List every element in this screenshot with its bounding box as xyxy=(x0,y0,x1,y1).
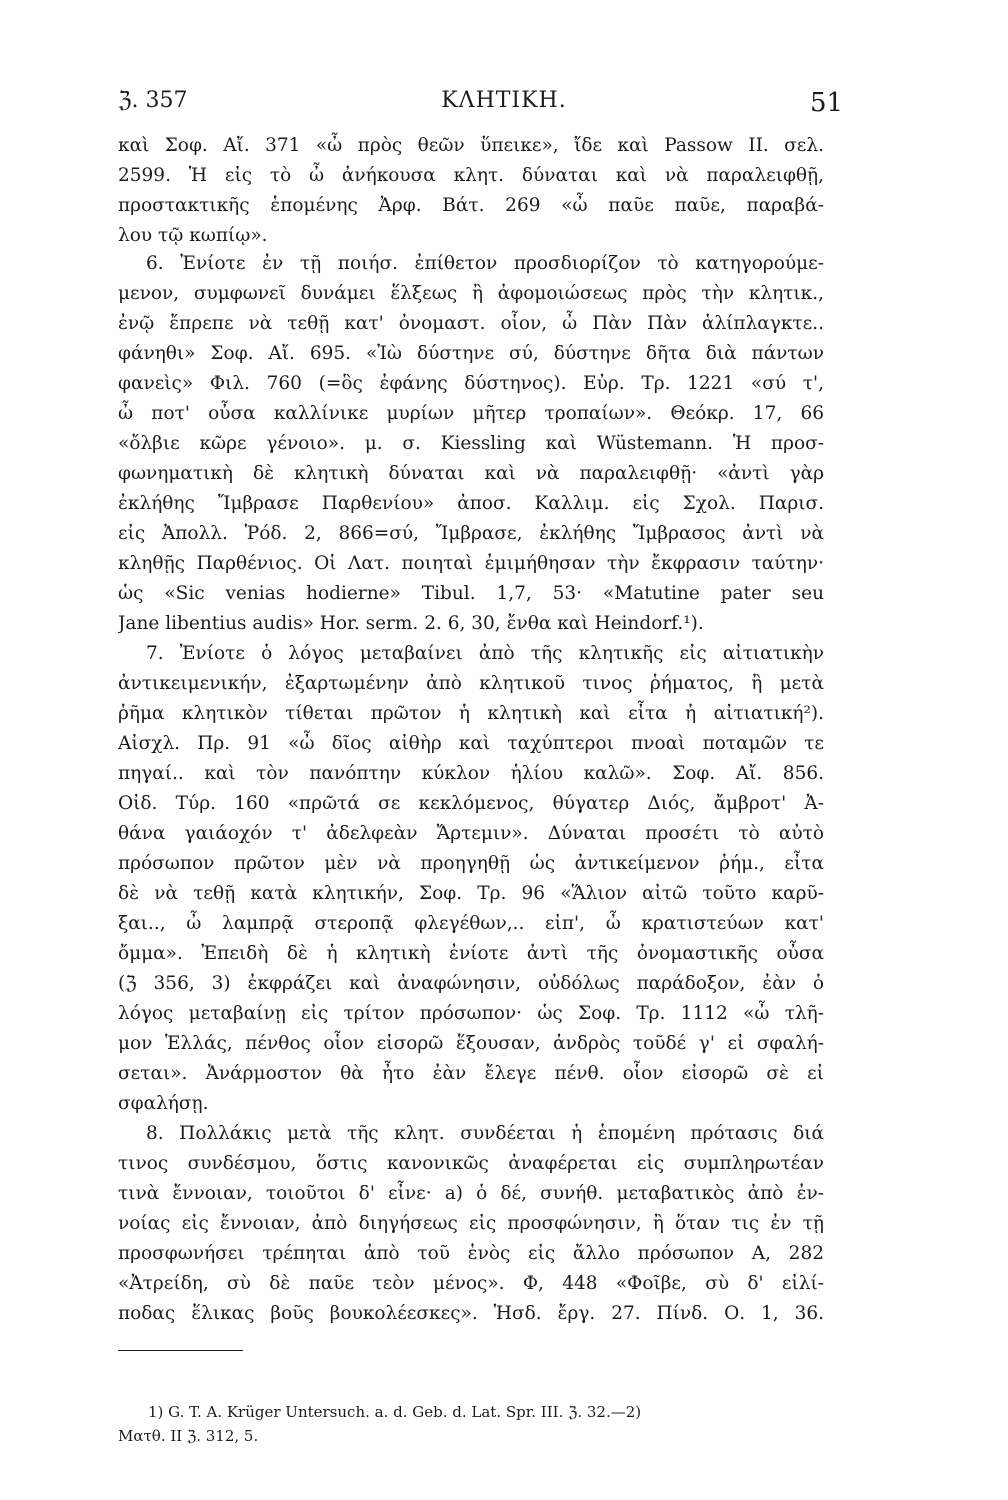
text-line: λόγος μεταβαίνῃ εἰς τρίτον πρόσωπον· ὡς Σοφ. Τρ. 1112 «ὦ τλῆ- xyxy=(118,1003,824,1024)
text-line: φάνηθι» Σοφ. Αἴ. 695. «Ἰὼ δύστηνε σύ, δύστηνε δῆτα διὰ πάντων xyxy=(118,343,824,364)
text-line: καὶ Σοφ. Αἴ. 371 «ὦ πρὸς θεῶν ὕπεικε», ἴδε καὶ Passow II. σελ. xyxy=(118,135,824,156)
text-line: δὲ νὰ τεθῇ κατὰ κλητικήν, Σοφ. Τρ. 96 «Ἅλιον αἰτῶ τοῦτο καρῦ- xyxy=(118,883,824,904)
text-line: σφαλήσῃ. xyxy=(118,1093,209,1114)
text-line: ἀντικειμενικήν, ἐξαρτωμένην ἀπὸ κλητικοῦ τινος ῥήματος, ἢ μετὰ xyxy=(118,673,824,694)
text-line: Jane libentius audis» Hor. serm. 2. 6, 30, ἔνθα καὶ Heindorf.¹). xyxy=(118,613,704,634)
text-line: προστακτικῆς ἑπομένης Ἀρφ. Βάτ. 269 «ὦ παῦε παῦε, παραβά- xyxy=(118,195,824,216)
text-line: 2599. Ἡ εἰς τὸ ὦ ἀνήκουσα κλητ. δύναται καὶ νὰ παραλειφθῇ, xyxy=(118,165,824,186)
text-line: ὡς «Sic venias hodierne» Tibul. 1,7, 53· «Matutine pater seu xyxy=(118,583,824,604)
text-line: νοίας εἰς ἔννοιαν, ἀπὸ διηγήσεως εἰς προσφώνησιν, ἢ ὅταν τις ἐν τῇ xyxy=(118,1213,824,1234)
text-line: πηγαί.. καὶ τὸν πανόπτην κύκλον ἡλίου καλῶ». Σοφ. Αἴ. 856. xyxy=(118,763,824,784)
text-line: προσφωνήσει τρέπηται ἀπὸ τοῦ ἑνὸς εἰς ἄλλο πρόσωπον Α, 282 xyxy=(118,1243,824,1264)
text-line: τινὰ ἔννοιαν, τοιοῦτοι δ' εἶνε· a) ὁ δέ, συνήθ. μεταβατικὸς ἀπὸ ἐν- xyxy=(118,1183,824,1204)
text-line: Οἰδ. Τύρ. 160 «πρῶτά σε κεκλόμενος, θύγατερ Διός, ἄμβροτ' Ἀ- xyxy=(118,793,824,814)
running-header xyxy=(0,88,1008,128)
text-line: λου τῷ κωπίῳ». xyxy=(118,225,268,246)
paragraph-start-line: 8. Πολλάκις μετὰ τῆς κλητ. συνδέεται ἡ ἑπομένη πρότασις διά xyxy=(146,1123,824,1144)
text-line: «ὄλβιε κῶρε γένοιο». μ. σ. Kiessling καὶ Wüstemann. Ἡ προσ- xyxy=(118,433,824,454)
text-line: ξαι.., ὦ λαμπρᾷ στεροπᾷ φλεγέθων,.. εἰπ', ὦ κρατιστεύων κατ' xyxy=(118,913,824,934)
section-marker: ℨ. 357 xyxy=(118,88,188,113)
text-line: κληθῇς Παρθένιος. Οἱ Λατ. ποιηταὶ ἐμιμήθησαν τὴν ἔκφρασιν ταύτην· xyxy=(118,553,824,574)
text-line: ὦ ποτ' οὖσα καλλίνικε μυρίων μῆτερ τροπαίων». Θεόκρ. 17, 66 xyxy=(118,403,824,424)
footnote-line: Ματθ. II ℨ. 312, 5. xyxy=(118,1427,259,1445)
text-line: σεται». Ἀνάρμοστον θὰ ἦτο ἐὰν ἔλεγε πένθ. οἷον εἰσορῶ σὲ εἰ xyxy=(118,1063,824,1084)
text-line: φανεὶς» Φιλ. 760 (=ὃς ἐφάνης δύστηνος). Εὐρ. Τρ. 1221 «σύ τ', xyxy=(118,373,824,394)
text-line: μενον, συμφωνεῖ δυνάμει ἕλξεως ἢ ἀφομοιώσεως πρὸς τὴν κλητικ., xyxy=(118,283,824,304)
text-line: πρόσωπον πρῶτον μὲν νὰ προηγηθῇ ὡς ἀντικείμενον ῥήμ., εἶτα xyxy=(118,853,824,874)
paragraph-start-line: 6. Ἐνίοτε ἐν τῇ ποιήσ. ἐπίθετον προσδιορίζον τὸ κατηγορούμε- xyxy=(146,253,824,274)
text-line: ὄμμα». Ἐπειδὴ δὲ ἡ κλητικὴ ἐνίοτε ἀντὶ τῆς ὀνομαστικῆς οὖσα xyxy=(118,943,824,964)
paragraph-start-line: 7. Ἐνίοτε ὁ λόγος μεταβαίνει ἀπὸ τῆς κλητικῆς εἰς αἰτιατικὴν xyxy=(146,643,824,664)
text-line: Αἰσχλ. Πρ. 91 «ὦ δῖος αἰθὴρ καὶ ταχύπτεροι πνοαὶ ποταμῶν τε xyxy=(118,733,824,754)
text-line: ποδας ἕλικας βοῦς βουκολέεσκες». Ἡσδ. ἔργ. 27. Πίνδ. Ο. 1, 36. xyxy=(118,1303,824,1324)
text-line: «Ἀτρείδη, σὺ δὲ παῦε τεὸν μένος». Φ, 448 «Φοῖβε, σὺ δ' εἰλί- xyxy=(118,1273,824,1294)
text-line: θάνα γαιάοχόν τ' ἀδελφεὰν Ἄρτεμιν». Δύναται προσέτι τὸ αὐτὸ xyxy=(118,823,824,844)
page-number: 51 xyxy=(810,88,844,118)
footnote-line: 1) G. T. A. Krüger Untersuch. a. d. Geb. d. Lat. Spr. III. ℨ. 32.—2) xyxy=(148,1403,642,1421)
text-line: ἐνῷ ἔπρεπε νὰ τεθῇ κατ' ὀνομαστ. οἷον, ὦ Πὰν Πὰν ἁλίπλαγκτε.. xyxy=(118,313,824,334)
text-line: μον Ἑλλάς, πένθος οἷον εἰσορῶ ἕξουσαν, ἀνδρὸς τοῦδέ γ' εἰ σφαλή- xyxy=(118,1033,824,1054)
text-line: εἰς Ἀπολλ. Ῥόδ. 2, 866=σύ, Ἴμβρασε, ἐκλήθης Ἴμβρασος ἀντὶ νὰ xyxy=(118,523,824,544)
text-line: τινος συνδέσμου, ὅστις κανονικῶς ἀναφέρεται εἰς συμπληρωτέαν xyxy=(118,1153,824,1174)
footnote-separator xyxy=(118,1350,243,1351)
text-line: ἐκλήθης Ἴμβρασε Παρθενίου» ἀποσ. Καλλιμ. εἰς Σχολ. Παρισ. xyxy=(118,493,824,514)
text-line: (ℨ 356, 3) ἐκφράζει καὶ ἀναφώνησιν, οὐδόλως παράδοξον, ἐὰν ὁ xyxy=(118,973,824,994)
running-title: ΚΛΗΤΙΚΗ. xyxy=(441,88,567,113)
text-line: φωνηματικὴ δὲ κλητικὴ δύναται καὶ νὰ παραλειφθῇ· «ἀντὶ γὰρ xyxy=(118,463,824,484)
text-line: ῥῆμα κλητικὸν τίθεται πρῶτον ἡ κλητικὴ καὶ εἶτα ἡ αἰτιατική²). xyxy=(118,703,824,724)
